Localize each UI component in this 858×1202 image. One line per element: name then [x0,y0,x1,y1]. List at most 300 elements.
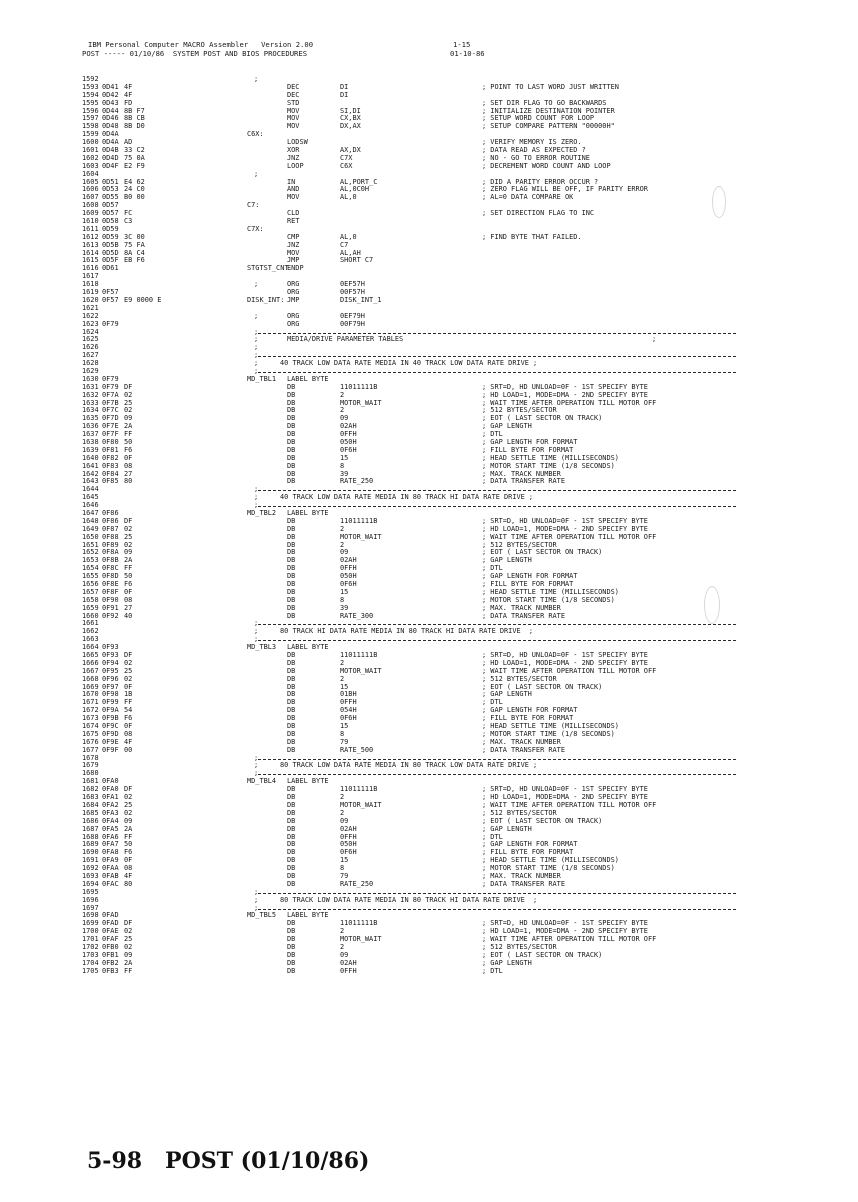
listing-line [82,392,782,400]
comment: ; SETUP COMPARE PATTERN "00000H" [482,122,615,131]
address: 0FA0 [102,777,119,786]
address: 0F57 [102,295,119,304]
opcode: DB [287,595,296,604]
opcode: ORG [287,288,300,297]
opcode: DB [287,722,296,731]
opcode: LODSW [287,138,308,147]
operand: 050H [340,840,357,849]
line-number: 1602 [82,153,99,162]
comment: ; MOTOR START TIME (1/8 SECONDS) [482,461,615,470]
listing-line [82,336,782,344]
listing-line [82,920,782,928]
listing-line [82,739,782,747]
opcode: DB [287,406,296,415]
listing-line [82,699,782,707]
operand: 15 [340,722,349,731]
separator-rule [258,759,736,760]
address: 0F8D [102,572,119,581]
separator-rule [258,893,736,894]
paper-mark [704,586,720,624]
listing-line [82,786,782,794]
paper-mark [712,186,726,218]
object-code: 02 [124,390,133,399]
line-number: 1670 [82,690,99,699]
operand: DX,AX [340,122,361,131]
operand: 11011111B [340,919,378,928]
opcode: MOV [287,106,300,115]
comment: ; FILL BYTE FOR FORMAT [482,580,574,588]
comment: ; GAP LENGTH [482,690,532,699]
line-number: 1642 [82,469,99,478]
comment: ; HD LOAD=1, MODE=DMA - 2ND SPECIFY BYTE [482,927,648,936]
comment-semicolon: ; [254,761,259,770]
label: DISK_INT: [247,295,285,304]
opcode: DB [287,832,296,841]
line-number: 1629 [82,366,99,375]
object-code: 0F [124,682,133,691]
operand: 11011111B [340,785,378,794]
object-code: C3 [124,217,133,226]
address: 0FAB [102,871,119,880]
listing-line [82,431,782,439]
address: 0F8F [102,587,119,596]
separator-rule [258,506,736,507]
line-number: 1613 [82,240,99,249]
listing-line [82,305,782,313]
address: 0F97 [102,682,119,691]
comment: ; 512 BYTES/SECTOR [482,674,557,683]
address: 0FB1 [102,950,119,959]
line-number: 1601 [82,146,99,155]
operand: 0FFH [340,430,357,439]
address: 0F79 [102,374,119,383]
line-number: 1596 [82,106,99,115]
listing-line [82,186,782,194]
comment-semicolon: ; [254,327,259,336]
address: 0FA2 [102,800,119,809]
line-number: 1704 [82,958,99,967]
opcode: LABEL BYTE [287,508,329,517]
address: 0D55 [102,193,119,202]
object-code: 25 [124,935,133,944]
listing-line [82,463,782,471]
listing-line [82,297,782,305]
address: 0D59 [102,232,119,241]
address: 0F90 [102,595,119,604]
listing-line [82,139,782,147]
address: 0FAD [102,911,119,920]
listing-line [82,770,782,778]
opcode: DB [287,658,296,667]
comment: ; SRT=D, HD UNLOAD=0F - 1ST SPECIFY BYTE [482,516,648,525]
listing-line [82,92,782,100]
listing-line [82,257,782,265]
listing-line [82,344,782,352]
object-code: 09 [124,414,133,423]
listing-line [82,636,782,644]
object-code: 09 [124,950,133,959]
operand: SI,DI [340,106,361,115]
comment-semicolon: ; [254,887,259,896]
operand: 2 [340,793,345,802]
line-number: 1666 [82,658,99,667]
operand: 054H [340,706,357,715]
line-number: 1678 [82,753,99,762]
opcode: DB [287,785,296,794]
address: 0F79 [102,382,119,391]
listing-line [82,76,782,84]
line-number: 1608 [82,201,99,210]
operand: 01BH [340,690,357,699]
line-number: 1638 [82,437,99,446]
address: 0FA0 [102,785,119,794]
opcode: DB [287,461,296,470]
object-code: F6 [124,714,133,723]
comment-semicolon: ; [254,769,259,778]
line-number: 1633 [82,398,99,407]
address: 0F9B [102,714,119,723]
comment: ; MOTOR START TIME (1/8 SECONDS) [482,864,615,873]
listing-line [82,518,782,526]
opcode: DB [287,848,296,857]
line-number: 1673 [82,714,99,723]
object-code: 08 [124,461,133,470]
comment: ; DTL [482,564,503,573]
address: 0F88 [102,532,119,541]
operand: C6X [340,161,353,170]
line-number: 1600 [82,138,99,147]
object-code: 02 [124,793,133,802]
operand: 11011111B [340,651,378,660]
comment: ; MOTOR START TIME (1/8 SECONDS) [482,595,615,604]
line-number: 1658 [82,595,99,604]
listing-line [82,265,782,273]
listing-line [82,747,782,755]
comment: ; 512 BYTES/SECTOR [482,808,557,817]
line-number: 1691 [82,856,99,865]
header-page-ref: 1-15 [453,40,471,49]
comment: ; WAIT TIME AFTER OPERATION TILL MOTOR OFF [482,532,657,541]
line-number: 1689 [82,840,99,849]
object-code: 08 [124,595,133,604]
object-code: 4F [124,871,133,880]
operand: 15 [340,856,349,865]
object-code: 08 [124,864,133,873]
comment: ; FILL BYTE FOR FORMAT [482,445,574,454]
line-number: 1701 [82,935,99,944]
object-code: 25 [124,532,133,541]
section-banner: 40 TRACK LOW DATA RATE MEDIA IN 80 TRACK HI DATA RATE DRIVE ; [280,493,534,502]
opcode: ORG [287,319,300,328]
operand: 0F6H [340,848,357,857]
object-code: DF [124,919,133,928]
opcode: JNZ [287,153,300,162]
operand: 0F6H [340,714,357,723]
address: 0F7A [102,390,119,399]
label: MD_TBL3 [247,643,277,652]
object-code: DF [124,382,133,391]
opcode: DB [287,445,296,454]
object-code: 08 [124,729,133,738]
listing-line [82,384,782,392]
comment: ; SRT=D, HD UNLOAD=0F - 1ST SPECIFY BYTE [482,651,648,660]
listing-line [82,313,782,321]
object-code: 02 [124,674,133,683]
comment: ; GAP LENGTH [482,422,532,431]
opcode: DB [287,729,296,738]
listing-line [82,707,782,715]
opcode: DB [287,651,296,660]
label: MD_TBL1 [247,374,277,383]
listing-line [82,684,782,692]
object-code: E4 62 [124,177,145,186]
address: 0FA9 [102,856,119,865]
listing-line [82,439,782,447]
address: 0D57 [102,201,119,210]
section-banner: MEDIA/DRIVE PARAMETER TABLES [287,335,404,344]
header-page-date: 01-10-86 [450,49,485,58]
opcode: DB [287,808,296,817]
line-number: 1700 [82,927,99,936]
line-number: 1667 [82,666,99,675]
operand: 2 [340,540,345,549]
address: 0D53 [102,185,119,194]
listing-line [82,834,782,842]
line-number: 1685 [82,808,99,817]
comment: ; 512 BYTES/SECTOR [482,540,557,549]
line-number: 1659 [82,603,99,612]
operand: AL,AH [340,248,361,257]
listing-line [82,841,782,849]
object-code: 8B D0 [124,122,145,131]
comment-semicolon: ; [254,335,259,344]
line-number: 1621 [82,303,99,312]
line-number: 1657 [82,587,99,596]
operand: 0FFH [340,564,357,573]
comment-semicolon: ; [254,501,259,510]
line-number: 1628 [82,359,99,368]
line-number: 1620 [82,295,99,304]
section-banner: 40 TRACK LOW DATA RATE MEDIA IN 40 TRACK LOW DATA RATE DRIVE ; [280,359,538,368]
object-code: 02 [124,406,133,415]
line-number: 1636 [82,422,99,431]
address: 0D46 [102,114,119,123]
operand: 0FFH [340,966,357,975]
address: 0F9D [102,729,119,738]
address: 0F80 [102,437,119,446]
comment: ; DTL [482,966,503,975]
comment: ; EOT ( LAST SECTOR ON TRACK) [482,682,603,691]
comment-semicolon: ; [254,75,259,83]
listing-line [82,794,782,802]
opcode: DB [287,935,296,944]
operand: 2 [340,674,345,683]
object-code: 02 [124,927,133,936]
line-number: 1656 [82,580,99,588]
listing-line [82,676,782,684]
comment: ; GAP LENGTH [482,824,532,833]
address: 0FAD [102,919,119,928]
line-number: 1648 [82,516,99,525]
object-code: 2A [124,422,133,431]
line-number: 1679 [82,761,99,770]
listing-line [82,944,782,952]
line-number: 1623 [82,319,99,328]
opcode: JMP [287,295,300,304]
line-number: 1634 [82,406,99,415]
operand: AX,DX [340,146,361,155]
opcode: DB [287,556,296,565]
operand: 11011111B [340,516,378,525]
line-number: 1614 [82,248,99,257]
object-code: EB F6 [124,256,145,265]
comment-semicolon: ; [254,753,259,762]
listing-line [82,447,782,455]
address: 0F57 [102,288,119,297]
opcode: DB [287,430,296,439]
line-number: 1681 [82,777,99,786]
comment: ; DATA TRANSFER RATE [482,611,565,620]
address: 0FA1 [102,793,119,802]
line-number: 1660 [82,611,99,620]
listing-line [82,644,782,652]
comment: ; SRT=D, HD UNLOAD=0F - 1ST SPECIFY BYTE [482,785,648,794]
address: 0D51 [102,177,119,186]
comment-semicolon: ; [254,903,259,912]
opcode: DB [287,674,296,683]
listing-line [82,581,782,589]
address: 0FAE [102,927,119,936]
comment: ; EOT ( LAST SECTOR ON TRACK) [482,414,603,423]
listing-line [82,549,782,557]
comment: ; MAX. TRACK NUMBER [482,469,561,478]
line-number: 1599 [82,130,99,139]
operand: C7 [340,240,349,249]
opcode: DB [287,737,296,746]
comment-semicolon: ; [254,619,259,628]
comment-semicolon: ; [254,280,259,289]
comment: ; DATA TRANSFER RATE [482,477,565,486]
operand: 2 [340,524,345,533]
line-number: 1695 [82,887,99,896]
comment-semicolon: ; [254,311,259,320]
label: MD_TBL5 [247,911,277,920]
line-number: 1643 [82,477,99,486]
address: 0FA4 [102,816,119,825]
operand: MOTOR_WAIT [340,532,382,541]
object-code: 0F [124,587,133,596]
object-code: 75 FA [124,240,145,249]
object-code: 27 [124,469,133,478]
opcode: ORG [287,280,300,289]
listing-line [82,329,782,337]
comment: ; AL=0 DATA COMPARE OK [482,193,574,202]
object-code: 4F [124,90,133,99]
opcode: MOV [287,248,300,257]
listing-line [82,415,782,423]
line-number: 1624 [82,327,99,336]
operand: 0EF79H [340,311,365,320]
comment: ; SETUP WORD COUNT FOR LOOP [482,114,595,123]
operand: 050H [340,572,357,581]
line-number: 1669 [82,682,99,691]
listing-line [82,179,782,187]
listing-line [82,573,782,581]
object-code: 25 [124,800,133,809]
listing-line [82,936,782,944]
listing-line [82,731,782,739]
operand: AL,0 [340,232,357,241]
comment: ; SRT=D, HD UNLOAD=0F - 1ST SPECIFY BYTE [482,382,648,391]
listing-line [82,565,782,573]
address: 0F7E [102,422,119,431]
comment: ; HD LOAD=1, MODE=DMA - 2ND SPECIFY BYTE [482,390,648,399]
operand: 09 [340,548,349,557]
object-code: DF [124,651,133,660]
address: 0F87 [102,524,119,533]
opcode: DB [287,516,296,525]
line-number: 1641 [82,461,99,470]
listing-line [82,407,782,415]
line-number: 1619 [82,288,99,297]
opcode: DB [287,390,296,399]
line-number: 1697 [82,903,99,912]
object-code: 27 [124,603,133,612]
line-number: 1649 [82,524,99,533]
opcode: AND [287,185,300,194]
operand: 2 [340,406,345,415]
comment: ; VERIFY MEMORY IS ZERO. [482,138,582,147]
operand: 11011111B [340,382,378,391]
section-banner: 80 TRACK LOW DATA RATE MEDIA IN 80 TRACK LOW DATA RATE DRIVE ; [280,761,538,770]
opcode: DB [287,816,296,825]
address: 0F96 [102,674,119,683]
object-code: 2A [124,958,133,967]
address: 0FAA [102,864,119,873]
address: 0FB2 [102,958,119,967]
opcode: DB [287,414,296,423]
address: 0FA3 [102,808,119,817]
listing-line [82,810,782,818]
operand: 79 [340,737,349,746]
listing-line [82,897,782,905]
opcode: LABEL BYTE [287,643,329,652]
operand: 8 [340,461,345,470]
line-number: 1618 [82,280,99,289]
listing-line [82,100,782,108]
line-number: 1604 [82,169,99,178]
opcode: DB [287,564,296,573]
line-number: 1606 [82,185,99,194]
listing-line [82,360,782,368]
operand: MOTOR_WAIT [340,800,382,809]
object-code: F6 [124,445,133,454]
operand: 15 [340,587,349,596]
listing-line [82,250,782,258]
address: 0D4A [102,138,119,147]
operand: AL,0C0H [340,185,370,194]
address: 0D5B [102,240,119,249]
operand: 09 [340,816,349,825]
comment-semicolon: ; [254,627,259,636]
opcode: JNZ [287,240,300,249]
line-number: 1687 [82,824,99,833]
listing-line [82,123,782,131]
comment: ; FIND BYTE THAT FAILED. [482,232,582,241]
operand: 79 [340,871,349,880]
comment-semicolon: ; [254,169,259,178]
comment: ; HD LOAD=1, MODE=DMA - 2ND SPECIFY BYTE [482,658,648,667]
